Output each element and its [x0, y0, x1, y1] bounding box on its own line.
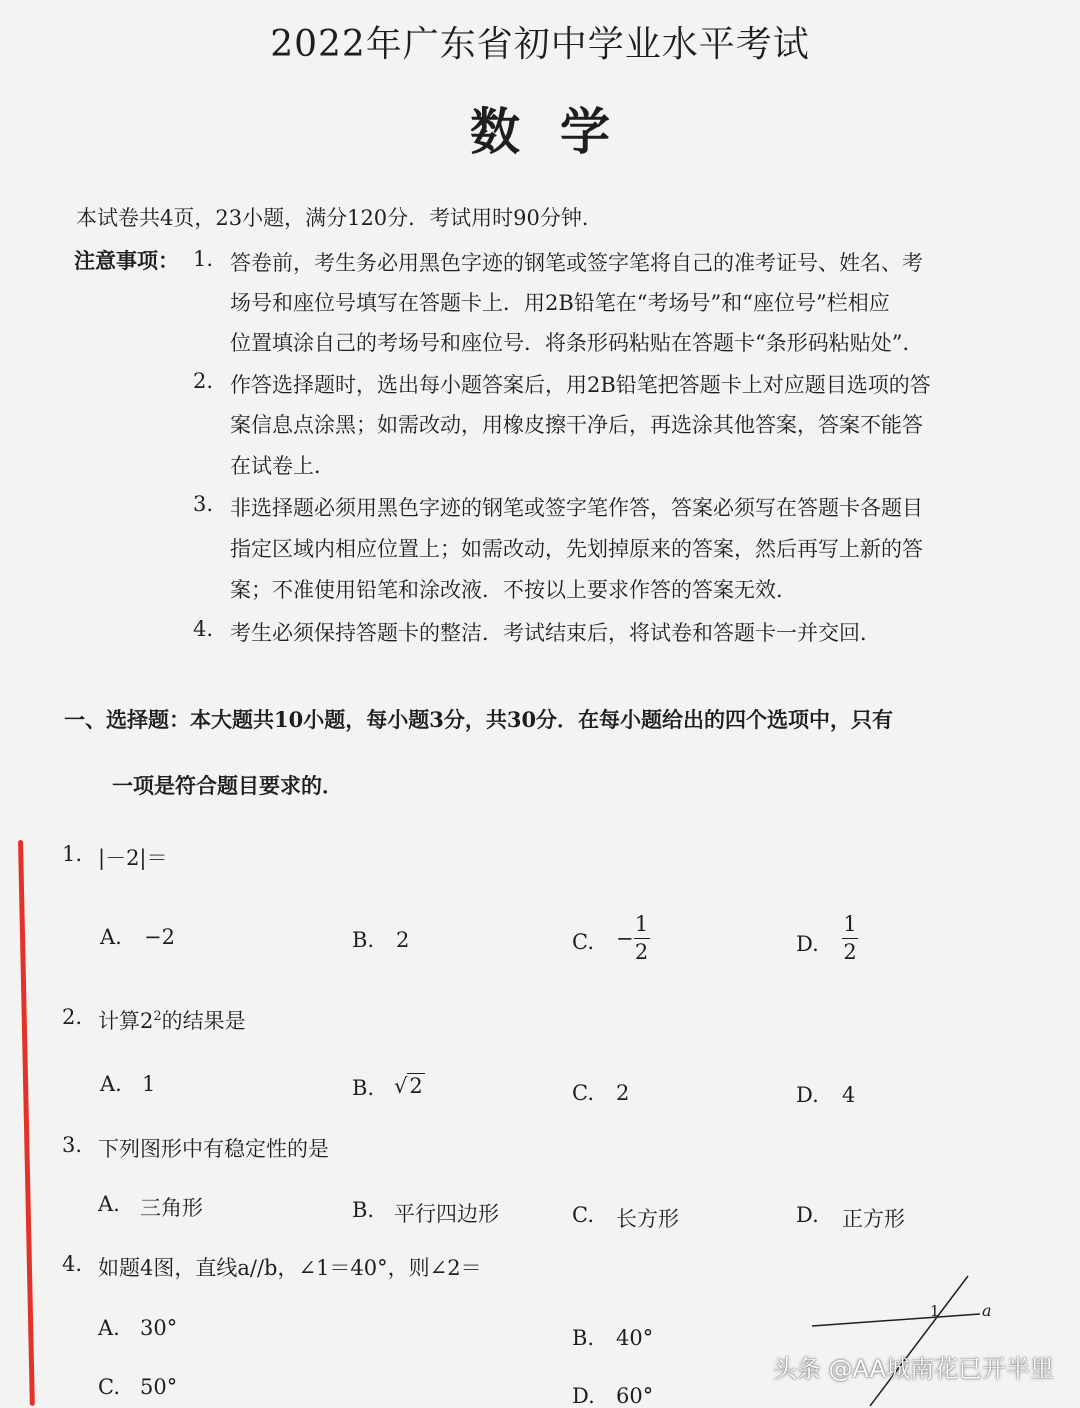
question-number: 4.	[62, 1252, 83, 1276]
notice-item-line: 案信息点涂黑；如需改动，用橡皮擦干净后，再选涂其他答案，答案不能答	[230, 413, 923, 437]
option-fraction	[616, 914, 650, 963]
angle-label: 1	[930, 1302, 940, 1320]
option-text: 1	[142, 1072, 156, 1096]
option-label: A.	[100, 1072, 122, 1096]
notice-item-line: 指定区域内相应位置上；如需改动，先划掉原来的答案，然后再写上新的答	[230, 537, 923, 561]
option-text: 三角形	[140, 1196, 203, 1220]
notice-item-number: 2.	[193, 369, 214, 393]
fraction	[634, 914, 650, 963]
question-stem	[98, 1005, 246, 1035]
notice-item-line: 非选择题必须用黑色字迹的钢笔或签字笔作答，答案必须写在答题卡各题目	[230, 496, 923, 520]
numerator: 1	[843, 912, 857, 936]
exponent: 2	[153, 1009, 162, 1024]
notice-item-number: 1.	[193, 247, 214, 271]
option-label: D.	[796, 1203, 819, 1227]
option-text: 30°	[140, 1316, 178, 1340]
option-label: B.	[352, 1076, 375, 1100]
question-stem: 如题4图，直线a//b，∠1＝40°，则∠2＝	[98, 1256, 482, 1280]
notice-item-line: 场号和座位号填写在答题卡上．用2B铅笔在“考场号”和“座位号”栏相应	[230, 291, 890, 315]
option-label: B.	[352, 928, 375, 952]
option-text: −2	[144, 925, 175, 949]
option-text: 40°	[616, 1326, 654, 1350]
option-label: B.	[352, 1198, 375, 1222]
option-label: C.	[98, 1375, 120, 1399]
radicand: 2	[409, 1074, 423, 1098]
option-fraction	[842, 914, 858, 963]
denominator: 2	[634, 940, 649, 964]
transversal-line	[870, 1276, 968, 1406]
question-stem: 下列图形中有稳定性的是	[98, 1137, 329, 1161]
stem-part: 的结果是	[161, 1009, 246, 1033]
notice-label: 注意事项：	[74, 248, 179, 273]
subject-title: 数学	[470, 102, 650, 161]
section-heading: 一、选择题：本大题共10小题，每小题3分，共30分．在每小题给出的四个选项中，只有	[64, 707, 894, 732]
option-text: 长方形	[616, 1207, 679, 1231]
option-sqrt: √2	[394, 1074, 423, 1098]
notice-item-number: 3.	[193, 492, 214, 516]
question-4-figure	[800, 1270, 1040, 1406]
option-label: A.	[98, 1316, 120, 1340]
option-text: 50°	[140, 1375, 178, 1399]
line-label: a	[982, 1301, 992, 1320]
notice-item-line: 作答选择题时，选出每小题答案后，用2B铅笔把答题卡上对应题目选项的答	[230, 373, 931, 397]
denominator: 2	[843, 940, 857, 964]
option-label: D.	[572, 1384, 595, 1408]
red-margin-mark	[18, 840, 35, 1406]
watermark: 头条 @AA城南花已开半里	[772, 1355, 1054, 1383]
stem-part: 计算2	[98, 1009, 154, 1033]
option-label: D.	[796, 932, 819, 956]
question-stem: |－2|＝	[98, 846, 168, 870]
question-number: 1.	[62, 842, 83, 866]
minus-sign: −	[616, 926, 634, 951]
option-text: 60°	[616, 1384, 654, 1408]
question-number: 3.	[62, 1133, 83, 1157]
option-label: D.	[796, 1083, 819, 1107]
option-text: 正方形	[842, 1207, 905, 1231]
notice-item-line: 考生必须保持答题卡的整洁．考试结束后，将试卷和答题卡一并交回．	[230, 621, 881, 645]
option-text: 平行四边形	[394, 1202, 499, 1226]
option-label: A.	[98, 1192, 120, 1216]
notice-item-line: 位置填涂自己的考场号和座位号．将条形码粘贴在答题卡“条形码粘贴处”．	[230, 331, 924, 355]
option-label: C.	[572, 1081, 594, 1105]
section-heading-cont: 一项是符合题目要求的．	[112, 773, 343, 798]
option-label: A.	[100, 925, 122, 949]
numerator: 1	[634, 912, 649, 936]
notice-item-line: 答卷前，考生务必用黑色字迹的钢笔或签字笔将自己的准考证号、姓名、考	[230, 251, 923, 275]
exam-intro: 本试卷共4页，23小题，满分120分．考试用时90分钟．	[76, 206, 603, 230]
option-text: 2	[616, 1081, 630, 1105]
exam-title: 2022年广东省初中学业水平考试	[270, 24, 810, 65]
option-label: C.	[572, 1203, 594, 1227]
fraction	[842, 914, 858, 963]
question-number: 2.	[62, 1005, 83, 1029]
option-text: 4	[842, 1083, 856, 1107]
option-label: C.	[572, 930, 594, 954]
notice-item-line: 在试卷上．	[230, 454, 335, 478]
option-label: B.	[572, 1326, 595, 1350]
notice-item-line: 案；不准使用铅笔和涂改液．不按以上要求作答的答案无效．	[230, 578, 797, 602]
notice-item-number: 4.	[193, 617, 214, 641]
line-a	[812, 1314, 980, 1326]
option-text: 2	[396, 928, 410, 952]
